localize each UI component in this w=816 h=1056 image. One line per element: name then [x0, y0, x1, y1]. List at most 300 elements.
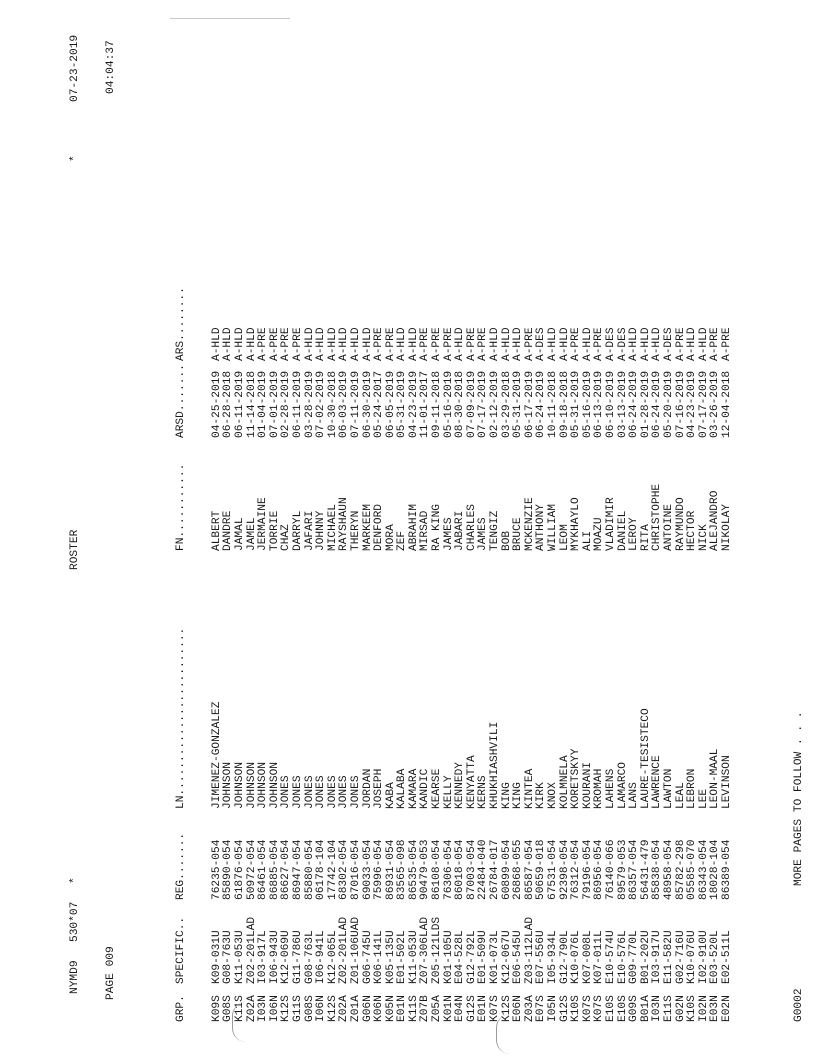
cell-spec: Z03-112LAD — [523, 916, 536, 984]
cell-reg: 86587-054 — [523, 839, 536, 900]
cell-spec: E11-582U — [662, 930, 675, 984]
column-header-row — [176, 12, 188, 1022]
cell-ars: A-HLD — [454, 327, 467, 361]
roster-row — [351, 12, 363, 1022]
cell-fn: BOB — [500, 530, 513, 551]
cell-ars: A-HLD — [326, 327, 339, 361]
cell-fn: LEOM — [558, 524, 571, 551]
cell-arsd: 05-24-2017 — [373, 370, 386, 438]
cell-reg: 18028-104 — [709, 839, 722, 900]
cell-fn: RAYMUNDO — [674, 497, 687, 551]
roster-row — [548, 12, 560, 1022]
cell-arsd: 11-01-2017 — [419, 370, 432, 438]
cell-grp: K10S — [570, 995, 583, 1022]
cell-ars: A-HLD — [697, 327, 710, 361]
cell-arsd: 05-16-2019 — [442, 370, 455, 438]
report-time: 04:04:37 — [104, 40, 117, 94]
cell-spec: K12-069U — [280, 930, 293, 984]
cell-arsd: 06-24-2019 — [628, 370, 641, 438]
col-header-grp: GRP. — [175, 995, 188, 1022]
cell-reg: 06178-104 — [315, 839, 328, 900]
cell-grp: I06N — [315, 995, 328, 1022]
cell-ln: KEARSE — [431, 768, 444, 809]
cell-ln: JORDAN — [361, 768, 374, 809]
cell-reg: 89579-053 — [616, 839, 629, 900]
cell-fn: NIKOLAY — [720, 504, 733, 551]
cell-grp: K07S — [593, 995, 606, 1022]
cell-ars: A-PRE — [291, 327, 304, 361]
cell-ars: A-HLD — [407, 327, 420, 361]
cell-ars: A-PRE — [442, 327, 455, 361]
cell-fn: MCKENZIE — [523, 497, 536, 551]
cell-grp: G08S — [222, 995, 235, 1022]
cell-fn: MICHAEL — [326, 504, 339, 551]
cell-grp: K01N — [442, 995, 455, 1022]
cell-ars: A-HLD — [500, 327, 513, 361]
cell-arsd: 10-11-2018 — [547, 370, 559, 438]
cell-ln: KENYATTA — [465, 755, 478, 809]
cell-ln: JOHNSON — [233, 762, 246, 809]
cell-spec: G08-763L — [303, 930, 316, 984]
cell-reg: 86018-054 — [454, 839, 467, 900]
cell-ln: JOSEPH — [373, 768, 386, 809]
cell-arsd: 10-30-2018 — [326, 370, 339, 438]
cell-fn: ALI — [581, 530, 594, 551]
roster-row — [629, 12, 641, 1022]
cell-fn: MORA — [384, 524, 397, 551]
cell-reg: 76235-054 — [210, 839, 223, 900]
cell-fn: JAMEL — [245, 517, 258, 551]
cell-spec: K06-141L — [373, 930, 386, 984]
cell-ars: A-PRE — [268, 327, 281, 361]
cell-ars: A-DES — [604, 327, 617, 361]
cell-fn: RA KING — [431, 504, 444, 551]
cell-fn: CHAZ — [280, 524, 293, 551]
cell-fn: JAMES — [442, 517, 455, 551]
cell-grp: E04N — [454, 995, 467, 1022]
cell-fn: MOAZU — [593, 517, 606, 551]
cell-spec: I03-917L — [257, 930, 270, 984]
cell-arsd: 06-11-2019 — [291, 370, 304, 438]
cell-fn: JAFARI — [303, 510, 316, 551]
cell-fn: TENGIZ — [489, 510, 502, 551]
cell-grp: E01N — [477, 995, 490, 1022]
cell-fn: JAMAL — [233, 517, 246, 551]
cell-grp: E03N — [709, 995, 722, 1022]
cell-spec: K01-105U — [442, 930, 455, 984]
cell-arsd: 03-26-2019 — [709, 370, 722, 438]
cell-grp: Z02A — [245, 995, 258, 1022]
cell-ars: A-HLD — [396, 327, 409, 361]
cell-grp: K09S — [210, 995, 223, 1022]
col-header-ars: ARS........ — [175, 287, 188, 361]
cell-ars: A-HLD — [639, 327, 652, 361]
cell-reg: 85782-298 — [674, 839, 687, 900]
more-pages-note: MORE PAGES TO FOLLOW . . . — [792, 711, 805, 886]
cell-ars: A-PRE — [674, 327, 687, 361]
cell-reg: 86357-054 — [628, 839, 641, 900]
cell-arsd: 05-31-2019 — [396, 370, 409, 438]
cell-ln: LEAL — [674, 782, 687, 809]
cell-grp: I03N — [651, 995, 664, 1022]
cell-grp: I06N — [268, 995, 281, 1022]
roster-row — [235, 12, 247, 1022]
cell-arsd: 04-25-2019 — [210, 370, 223, 438]
cell-spec: K09-031U — [210, 930, 223, 984]
cell-fn: NICK — [697, 524, 710, 551]
cell-arsd: 06-05-2019 — [384, 370, 397, 438]
cell-ln: KELLY — [442, 775, 455, 809]
cell-ars: A-PRE — [373, 327, 386, 361]
cell-arsd: 04-23-2019 — [686, 370, 699, 438]
cell-ars: A-HLD — [361, 327, 374, 361]
cell-ln: KNOX — [547, 782, 559, 809]
cell-grp: G12S — [465, 995, 478, 1022]
cell-ars: A-HLD — [303, 327, 316, 361]
cell-spec: G08-763U — [222, 930, 235, 984]
cell-ars: A-PRE — [280, 327, 293, 361]
cell-ars: A-PRE — [419, 327, 432, 361]
cell-arsd: 01-28-2019 — [639, 370, 652, 438]
cell-ln: LAHENS — [604, 768, 617, 809]
cell-grp: E07S — [535, 995, 548, 1022]
cell-ars: A-HLD — [222, 327, 235, 361]
roster-row — [374, 12, 386, 1022]
cell-arsd: 03-13-2019 — [616, 370, 629, 438]
roster-row — [293, 12, 305, 1022]
col-header-arsd: ARSD....... — [175, 364, 188, 438]
cell-arsd: 05-20-2019 — [662, 370, 675, 438]
cell-ars: A-PRE — [523, 327, 536, 361]
cell-reg: 86931-054 — [384, 839, 397, 900]
cell-reg: 79196-054 — [581, 839, 594, 900]
cell-reg: 86343-054 — [697, 839, 710, 900]
cell-spec: E04-528L — [454, 930, 467, 984]
cell-ln: KORETSKYY — [570, 748, 583, 809]
roster-row — [664, 12, 676, 1022]
cell-fn: CHRISTOPHE — [651, 483, 664, 551]
cell-fn: TORRIE — [268, 510, 281, 551]
cell-spec: K12-065L — [326, 930, 339, 984]
cell-ln: JOHNSON — [222, 762, 235, 809]
cell-grp: I05N — [547, 995, 559, 1022]
cell-fn: RITA — [639, 524, 652, 551]
cell-arsd: 06-11-2019 — [233, 370, 246, 438]
cell-spec: K12-067U — [500, 930, 513, 984]
cell-ars: A-DES — [616, 327, 629, 361]
cell-ars: A-HLD — [628, 327, 641, 361]
cell-spec: K10-076L — [570, 930, 583, 984]
cell-ars: A-PRE — [570, 327, 583, 361]
binder-hole-mark — [232, 1002, 247, 1042]
cell-fn: VLADIMIR — [604, 497, 617, 551]
cell-fn: MYKHAYLO — [570, 497, 583, 551]
scan-speckle — [170, 18, 290, 19]
cell-arsd: 09-11-2018 — [431, 370, 444, 438]
cell-ars: A-HLD — [349, 327, 362, 361]
cell-reg: 76306-054 — [442, 839, 455, 900]
cell-fn: CHARLES — [465, 504, 478, 551]
cell-ln: JONES — [326, 775, 339, 809]
cell-arsd: 07-17-2019 — [477, 370, 490, 438]
report-date: 07-23-2019 — [69, 34, 81, 102]
cell-arsd: 05-31-2019 — [570, 370, 583, 438]
cell-spec: I02-910U — [697, 930, 710, 984]
cell-grp: Z07B — [419, 995, 432, 1022]
cell-fn: LEROY — [628, 517, 641, 551]
cell-reg: 76140-066 — [604, 839, 617, 900]
cell-spec: G11-786U — [291, 930, 304, 984]
cell-arsd: 02-12-2019 — [489, 370, 502, 438]
cell-ln: KIRK — [535, 782, 548, 809]
cell-reg: 68302-054 — [338, 839, 351, 900]
cell-arsd: 12-04-2018 — [720, 370, 733, 438]
cell-ars: A-HLD — [233, 327, 246, 361]
cell-reg: 86108-054 — [431, 839, 444, 900]
cell-arsd: 04-23-2019 — [407, 370, 420, 438]
cell-fn: WILLIAM — [547, 504, 559, 551]
cell-reg: 69033-054 — [361, 839, 374, 900]
cell-arsd: 07-02-2019 — [315, 370, 328, 438]
cell-fn: JERMAINE — [257, 497, 270, 551]
cell-reg: 86627-054 — [280, 839, 293, 900]
cell-ln: LEE — [697, 788, 710, 809]
cell-spec: K01-073L — [489, 930, 502, 984]
cell-grp: K12S — [326, 995, 339, 1022]
cell-grp: K11S — [407, 995, 420, 1022]
cell-grp: E06N — [512, 995, 525, 1022]
cell-ln: LAWRENCE — [651, 755, 664, 809]
roster-row — [490, 12, 502, 1022]
cell-ars: A-HLD — [338, 327, 351, 361]
cell-arsd: 03-28-2019 — [303, 370, 316, 438]
cell-arsd: 06-03-2019 — [338, 370, 351, 438]
roster-row — [606, 12, 618, 1022]
cell-ars: A-PRE — [477, 327, 490, 361]
cell-reg: 87003-054 — [465, 839, 478, 900]
cell-grp: K11S — [233, 995, 246, 1022]
cell-ln: JIMENEZ-GONZALEZ — [210, 701, 223, 809]
cell-ln: KANDIC — [419, 768, 432, 809]
cell-arsd: 05-31-2019 — [512, 370, 525, 438]
cell-reg: 48958-054 — [662, 839, 675, 900]
cell-reg: 26784-017 — [489, 839, 502, 900]
header-line-2 — [106, 12, 118, 1022]
cell-reg: 05585-070 — [686, 839, 699, 900]
cell-grp: E02N — [720, 995, 733, 1022]
cell-reg: 17742-104 — [326, 839, 339, 900]
cell-grp: K12S — [500, 995, 513, 1022]
roster-row — [687, 12, 699, 1022]
cell-arsd: 06-30-2019 — [361, 370, 374, 438]
cell-arsd: 01-04-2019 — [257, 370, 270, 438]
cell-arsd: 11-14-2018 — [245, 370, 258, 438]
cell-ars: A-HLD — [547, 327, 559, 361]
cell-fn: HECTOR — [686, 510, 699, 551]
cell-ln: KALABA — [396, 768, 409, 809]
cell-grp: E10S — [604, 995, 617, 1022]
cell-spec: I06-941L — [315, 930, 328, 984]
cell-spec: Z01-106UAD — [349, 916, 362, 984]
cell-arsd: 08-30-2018 — [454, 370, 467, 438]
cell-ars: A-HLD — [245, 327, 258, 361]
cell-fn: DANIEL — [616, 510, 629, 551]
cell-reg: 67531-054 — [547, 839, 559, 900]
cell-ln: JONES — [338, 775, 351, 809]
cell-arsd: 07-01-2019 — [268, 370, 281, 438]
cell-fn: JABARI — [454, 510, 467, 551]
cell-ars: A-DES — [535, 327, 548, 361]
cell-spec: E06-545U — [512, 930, 525, 984]
cell-ln: JONES — [291, 775, 304, 809]
cell-ln: KING — [500, 782, 513, 809]
cell-ln: KHUKHIASHVILI — [489, 721, 502, 809]
cell-ars: A-PRE — [465, 327, 478, 361]
cell-reg: 50659-018 — [535, 839, 548, 900]
cell-spec: K11-053U — [407, 930, 420, 984]
cell-fn: JAMES — [477, 517, 490, 551]
cell-fn: ANTHONY — [535, 504, 548, 551]
header-line-1 — [70, 12, 82, 1022]
cell-spec: B01-202U — [639, 930, 652, 984]
cell-spec: G12-792L — [465, 930, 478, 984]
cell-spec: Z02-201LAD — [245, 916, 258, 984]
cell-spec: K07-008L — [581, 930, 594, 984]
cell-arsd: 06-10-2019 — [604, 370, 617, 438]
cell-ars: A-PRE — [384, 327, 397, 361]
roster-row — [316, 12, 328, 1022]
cell-arsd: 05-16-2019 — [581, 370, 594, 438]
page-number: PAGE 009 — [104, 946, 117, 1000]
cell-grp: K06N — [373, 995, 386, 1022]
cell-grp: G08S — [303, 995, 316, 1022]
cell-ars: A-PRE — [720, 327, 733, 361]
roster-printout — [46, 12, 816, 1022]
cell-grp: G09S — [628, 995, 641, 1022]
cell-ars: A-HLD — [512, 327, 525, 361]
cell-ars: A-HLD — [489, 327, 502, 361]
cell-grp: Z01A — [349, 995, 362, 1022]
cell-spec: K10-076U — [686, 930, 699, 984]
cell-reg: 76312-054 — [570, 839, 583, 900]
cell-reg: 26868-055 — [512, 839, 525, 900]
cell-ln: KROMAH — [593, 768, 606, 809]
cell-reg: 86535-054 — [407, 839, 420, 900]
header-star: * — [69, 877, 81, 884]
cell-spec: E10-574U — [604, 930, 617, 984]
cell-reg: 86947-054 — [291, 839, 304, 900]
col-header-specific: SPECIFIC.. — [175, 916, 188, 984]
cell-grp: I02N — [697, 995, 710, 1022]
cell-grp: Z05A — [431, 995, 444, 1022]
cell-spec: K05-135U — [384, 930, 397, 984]
cell-arsd: 07-11-2019 — [349, 370, 362, 438]
roster-row — [432, 12, 444, 1022]
cell-reg: 85880-054 — [303, 839, 316, 900]
cell-reg: 86885-054 — [268, 839, 281, 900]
cell-grp: G12S — [558, 995, 571, 1022]
cell-fn: ZEF — [396, 530, 409, 551]
cell-ln: KENNEDY — [454, 762, 467, 809]
cell-ars: A-HLD — [651, 327, 664, 361]
binder-hole-mark — [496, 1014, 511, 1054]
cell-spec: I06-943U — [268, 930, 281, 984]
cell-fn: THERYN — [349, 510, 362, 551]
cell-arsd: 06-13-2019 — [593, 370, 606, 438]
col-header-ln: LN......................... — [175, 627, 188, 809]
cell-grp: Z02A — [338, 995, 351, 1022]
cell-spec: G02-716U — [674, 930, 687, 984]
cell-ln: KABA — [384, 782, 397, 809]
cell-ln: LANS — [628, 782, 641, 809]
cell-spec: E03-520L — [709, 930, 722, 984]
cell-reg: 86956-054 — [593, 839, 606, 900]
cell-ln: LEVINSON — [720, 755, 733, 809]
cell-spec: E02-511L — [720, 930, 733, 984]
cell-ln: LEON-MAAL — [709, 748, 722, 809]
cell-ars: A-HLD — [581, 327, 594, 361]
cell-spec: Z02-201LAD — [338, 916, 351, 984]
cell-spec: G12-790L — [558, 930, 571, 984]
cell-reg: 50972-054 — [245, 839, 258, 900]
cell-ars: A-PRE — [593, 327, 606, 361]
roster-rows — [212, 12, 734, 1022]
cell-ars: A-HLD — [686, 327, 699, 361]
cell-grp: E10S — [616, 995, 629, 1022]
cell-ars: A-HLD — [210, 327, 223, 361]
cell-reg: 60899-054 — [500, 839, 513, 900]
header-star: * — [69, 155, 81, 162]
cell-grp: Z03A — [523, 995, 536, 1022]
cell-grp: K05N — [384, 995, 397, 1022]
cell-spec: I05-934L — [547, 930, 559, 984]
cell-fn: MIRSAD — [419, 510, 432, 551]
cell-fn: ALBERT — [210, 510, 223, 551]
cell-arsd: 02-28-2019 — [280, 370, 293, 438]
cell-ln: LEBRON — [686, 768, 699, 809]
cell-ln: JONES — [280, 775, 293, 809]
cell-arsd: 07-09-2019 — [465, 370, 478, 438]
cell-arsd: 06-24-2019 — [651, 370, 664, 438]
col-header-fn: FN........... — [175, 463, 188, 551]
cell-fn: JOHNNY — [315, 510, 328, 551]
cell-reg: 86389-054 — [720, 839, 733, 900]
cell-fn: ANTOINE — [662, 504, 675, 551]
cell-spec: G06-745U — [361, 930, 374, 984]
cell-fn: ALEJANDRO — [709, 490, 722, 551]
cell-fn: ABRAHIM — [407, 504, 420, 551]
cell-spec: G09-770L — [628, 930, 641, 984]
cell-ln: KOLMNELA — [558, 755, 571, 809]
cell-ln: KOURANI — [581, 762, 594, 809]
cell-ln: JOHNSON — [257, 762, 270, 809]
cell-ln: KING — [512, 782, 525, 809]
roster-row — [258, 12, 270, 1022]
cell-grp: G02N — [674, 995, 687, 1022]
cell-spec: E10-576L — [616, 930, 629, 984]
footer-line — [793, 12, 805, 1022]
cell-arsd: 06-17-2019 — [523, 370, 536, 438]
cell-ars: A-HLD — [315, 327, 328, 361]
cell-arsd: 07-17-2019 — [697, 370, 710, 438]
cell-arsd: 06-28-2018 — [222, 370, 235, 438]
col-header-reg: REG....... — [175, 832, 188, 900]
cell-ln: KERNS — [477, 775, 490, 809]
cell-ln: LAURE-TESISTECO — [639, 708, 652, 809]
cell-fn: BRUCE — [512, 517, 525, 551]
cell-fn: DANDRE — [222, 510, 235, 551]
cell-ars: A-DES — [662, 327, 675, 361]
